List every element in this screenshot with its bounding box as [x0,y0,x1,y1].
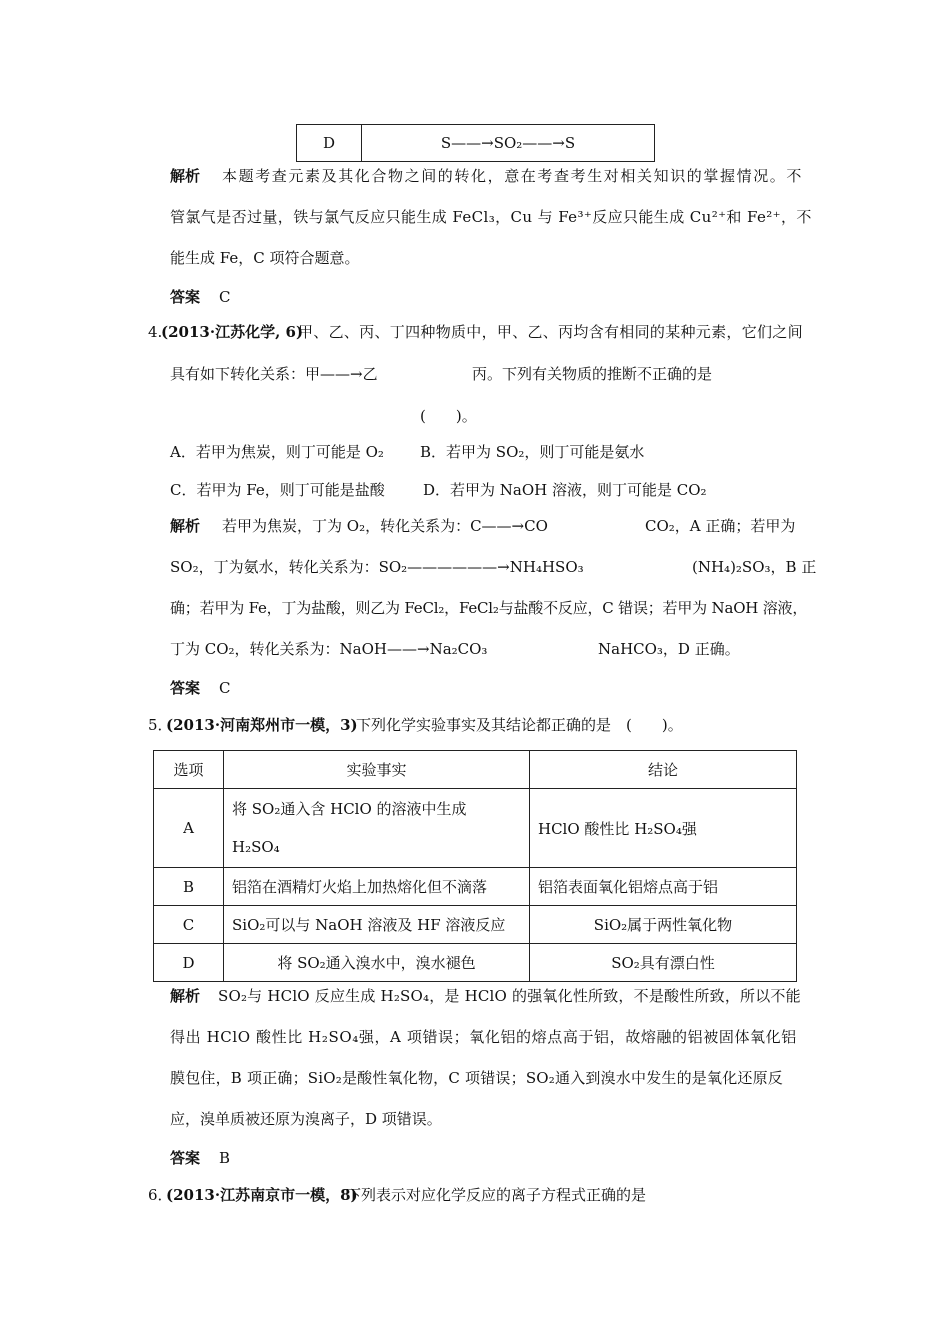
q5-row-c-conclusion: SiO₂属于两性氧化物 [530,906,797,944]
q5-stem: 下列化学实验事实及其结论都正确的是 ( )。 [356,716,683,734]
q5-analysis-line1: SO₂与 HClO 反应生成 H₂SO₄，是 HClO 的强氧化性所致，不是酸性所致，所以不能 [218,987,801,1005]
q5-row-a-fact [224,789,530,868]
q5-row-a-fact-line2: H₂SO₄ [232,838,280,856]
q5-analysis-line2: 得出 HClO 酸性比 H₂SO₄强，A 项错误；氧化铝的熔点高于铝，故熔融的铝被固体氧化铝 [170,1028,797,1046]
q5-row-d-fact: 将 SO₂通入溴水中，溴水褪色 [224,944,530,982]
q6-source: (2013·江苏南京市一模，8) [166,1186,358,1204]
q5-row-a-fact-line1: 将 SO₂通入含 HClO 的溶液中生成 [232,800,467,818]
q4-option-b: B．若甲为 SO₂，则丁可能是氨水 [420,443,645,461]
top-table-content: S——→SO₂——→S [362,125,655,162]
q5-row-b-fact: 铝箔在酒精灯火焰上加热熔化但不滴落 [224,868,530,906]
q5-table-header-conclusion: 结论 [530,751,797,789]
q5-analysis-line3: 膜包住，B 项正确；SiO₂是酸性氧化物，C 项错误；SO₂通入到溴水中发生的是氧化还原反 [170,1069,784,1087]
q4-stem-line2b: 丙。下列有关物质的推断不正确的是 [472,365,713,383]
q5-number: 5． [148,716,173,734]
q5-row-a-option: A [154,789,224,868]
table-row [154,944,797,982]
q4-analysis-line4b: NaHCO₃，D 正确。 [598,640,740,658]
q3-analysis-label: 解析 [170,167,201,185]
q6-stem: 下列表示对应化学反应的离子方程式正确的是 [346,1186,647,1204]
q4-analysis-line2b: (NH₄)₂SO₃，B 正 [692,558,817,576]
q3-answer: C [219,288,231,306]
q3-analysis-line1: 本题考查元素及其化合物之间的转化，意在考查考生对相关知识的掌握情况。不 [222,167,804,185]
q4-stem-line1: 甲、乙、丙、丁四种物质中，甲、乙、丙均含有相同的某种元素，它们之间 [298,323,803,341]
q4-source: (2013·江苏化学, 6) [161,323,304,341]
q3-analysis-line2: 管氯气是否过量，铁与氯气反应只能生成 FeCl₃，Cu 与 Fe³⁺反应只能生成 Cu²⁺和 Fe²⁺，不 [170,208,812,226]
q4-answer: C [219,679,231,697]
q4-analysis-line1a: 若甲为焦炭，丁为 O₂，转化关系为：C——→CO [222,517,548,535]
table-row [154,906,797,944]
q4-number: 4. [148,323,163,341]
q4-option-d: D．若甲为 NaOH 溶液，则丁可能是 CO₂ [423,481,707,499]
q4-analysis-line1b: CO₂，A 正确；若甲为 [645,517,796,535]
q4-analysis-line3: 确；若甲为 Fe，丁为盐酸，则乙为 FeCl₂，FeCl₂与盐酸不反应，C 错误；若甲为 NaOH 溶液， [170,599,808,617]
q5-table-header-option: 选项 [154,751,224,789]
q4-option-c: C．若甲为 Fe，则丁可能是盐酸 [170,481,385,499]
q4-analysis-line4a: 丁为 CO₂，转化关系为：NaOH——→Na₂CO₃ [170,640,488,658]
q3-analysis-line3: 能生成 Fe，C 项符合题意。 [170,249,360,267]
q5-analysis-line4: 应，溴单质被还原为溴离子，D 项错误。 [170,1110,442,1128]
q5-row-c-option: C [154,906,224,944]
q5-table-header-row [154,751,797,789]
q4-answer-label: 答案 [170,679,201,697]
q5-row-c-fact: SiO₂可以与 NaOH 溶液及 HF 溶液反应 [224,906,530,944]
q5-analysis-label: 解析 [170,987,201,1005]
q5-answer: B [219,1149,231,1167]
top-answer-table [296,124,655,162]
q4-paren: ( )。 [420,407,477,425]
top-table-option: D [297,125,362,162]
q5-row-d-option: D [154,944,224,982]
q4-stem-line2a: 具有如下转化关系：甲——→乙 [170,365,378,383]
q5-row-d-conclusion: SO₂具有漂白性 [530,944,797,982]
q4-analysis-label: 解析 [170,517,201,535]
q6-number: 6． [148,1186,173,1204]
table-row [154,868,797,906]
q5-row-a-conclusion: HClO 酸性比 H₂SO₄强 [530,789,797,868]
q4-analysis-line2a: SO₂，丁为氨水，转化关系为：SO₂——————→NH₄HSO₃ [170,558,584,576]
q5-table [153,750,797,982]
q4-option-a: A．若甲为焦炭，则丁可能是 O₂ [170,443,384,461]
q5-table-header-fact: 实验事实 [224,751,530,789]
table-row [154,789,797,868]
q5-answer-label: 答案 [170,1149,201,1167]
q5-row-b-conclusion: 铝箔表面氧化铝熔点高于铝 [530,868,797,906]
q5-row-b-option: B [154,868,224,906]
q3-answer-label: 答案 [170,288,201,306]
q5-source: (2013·河南郑州市一模，3) [166,716,358,734]
